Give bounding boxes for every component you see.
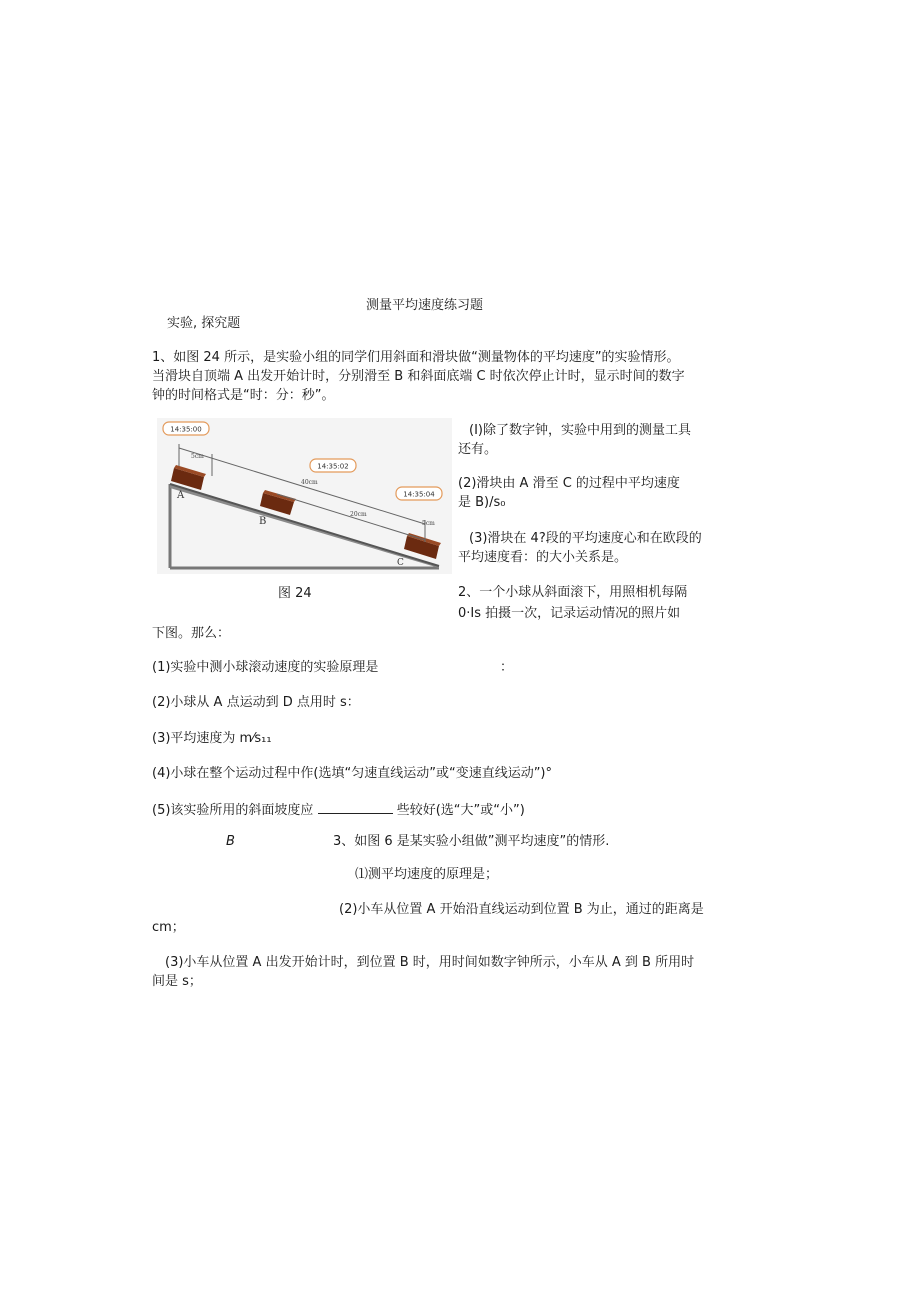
clock-b — [310, 459, 356, 472]
q2-sub2: (2)小球从 A 点运动到 D 点用时 s： — [152, 695, 360, 710]
q3-sub2-line-2: cm； — [152, 920, 185, 935]
q3-sub3-line-1: (3)小车从位置 A 出发开始计时，到位置 B 时，用时间如数字钟所示，小车从 A 到 B 所用时 — [165, 955, 695, 970]
q1-part2-line-1: (2)滑块由 A 滑至 C 的过程中平均速度 — [458, 476, 680, 491]
q1-part3-line-1: (3)滑块在 4?段的平均速度心和在欧段的 — [469, 531, 702, 546]
q2-intro-line-3: 下图。那么： — [152, 626, 231, 641]
clock-b-time: 14:35:02 — [317, 462, 349, 471]
q3-sub1: ⑴测平均速度的原理是； — [355, 867, 499, 882]
dist-mid-label: 20cm — [350, 511, 367, 518]
q1-part2-line-2: 是 B)/s₀ — [458, 495, 506, 510]
q2-sub5-blank — [318, 801, 393, 814]
q1-intro-line-1: 1、如图 24 所示，是实验小组的同学们用斜面和滑块做“测量物体的平均速度”的实验情形。 — [152, 350, 680, 365]
q3-figure-label-b: B — [226, 834, 235, 849]
point-b-label: B — [259, 516, 267, 527]
q1-part1-line-1: (I)除了数字钟，实验中用到的测量工具 — [469, 423, 691, 438]
dist-top-label: 5cm — [191, 453, 204, 460]
section-heading: 实验, 探究题 — [167, 316, 241, 331]
q2-sub5-pre: (5)该实验所用的斜面坡度应 — [152, 803, 314, 818]
figure-caption: 图 24 — [278, 586, 312, 601]
q1-part1-line-2: 还有。 — [458, 442, 498, 457]
q1-intro-line-2: 当滑块自顶端 A 出发开始计时，分别滑至 B 和斜面底端 C 时依次停止计时，显示时间的数字 — [152, 369, 685, 384]
q3-sub3-line-2: 间是 s； — [152, 974, 202, 989]
q2-sub5-post: 些较好(选“大”或“小”) — [396, 803, 525, 818]
q1-part3-line-2: 平均速度看：的大小关系是。 — [458, 550, 628, 565]
q2-sub3: (3)平均速度为 m⁄s₁₁ — [152, 731, 272, 746]
q2-sub5 — [152, 801, 525, 819]
document-title: 测量平均速度练习题 — [366, 298, 484, 313]
q2-intro-line-2: 0·Is 拍摄一次，记录运动情况的照片如 — [458, 606, 681, 621]
q3-sub2-line-1: (2)小车从位置 A 开始沿直线运动到位置 B 为止，通过的距离是 — [339, 902, 704, 917]
clock-c-time: 14:35:04 — [403, 490, 435, 499]
dist-long-label: 40cm — [301, 479, 318, 486]
q2-intro-line-1: 2、一个小球从斜面滚下，用照相机每隔 — [458, 585, 688, 600]
clock-a — [163, 422, 209, 435]
q3-intro: 3、如图 6 是某实验小组做”测平均速度”的情形. — [333, 834, 610, 849]
q2-sub1-tail: ： — [500, 660, 514, 675]
dist-end-label: 5cm — [422, 520, 435, 527]
q1-intro-line-3: 钟的时间格式是“时：分：秒”。 — [152, 388, 335, 403]
q2-sub4: (4)小球在整个运动过程中作(选填“匀速直线运动”或“变速直线运动”)° — [152, 766, 552, 781]
q2-sub1: (1)实验中测小球滚动速度的实验原理是 — [152, 660, 379, 675]
point-c-label: C — [397, 558, 404, 568]
clock-c — [396, 487, 442, 500]
incline-figure — [157, 418, 452, 574]
point-a-label: A — [177, 490, 185, 501]
clock-a-time: 14:35:00 — [170, 425, 202, 434]
